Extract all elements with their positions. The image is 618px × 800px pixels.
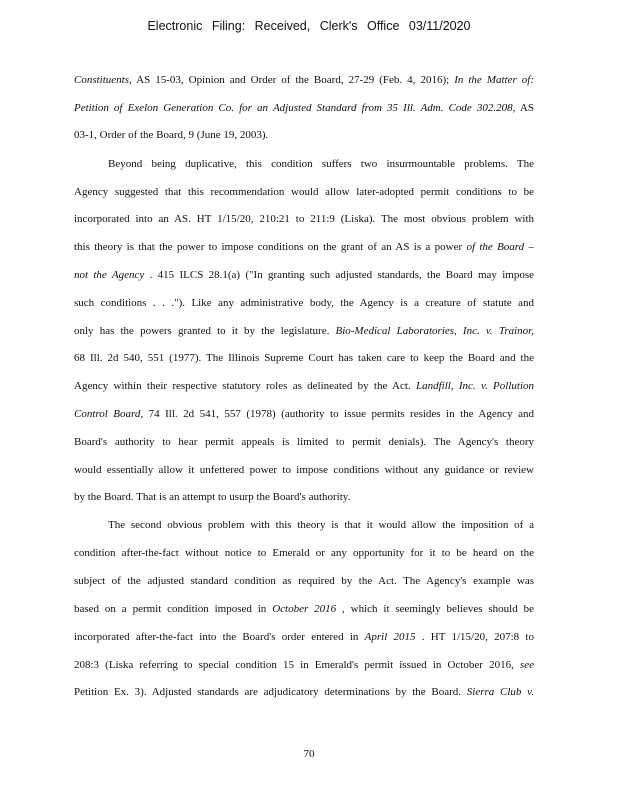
text-run: Agency suggested that this recommendation would allow later-adopted permit conditions to be	[74, 186, 534, 198]
text-run: incorporated into an AS. HT 1/15/20, 210:21 to 211:9 (Liska). The most obvious problem with	[74, 213, 534, 225]
text-run: would essentially allow it unfettered power to impose conditions without any guidance or review	[74, 464, 534, 476]
text-line	[108, 518, 534, 532]
text-run: condition after-the-fact without notice to Emerald or any opportunity for it to be heard on the	[74, 547, 534, 559]
text-line	[74, 546, 534, 560]
text-run: Agency within their respective statutory roles as delineated by the Act.	[74, 380, 416, 392]
text-run: based on a permit condition imposed in	[74, 603, 273, 615]
text-line	[74, 602, 534, 616]
text-run: 68 Ill. 2d 540, 551 (1977). The Illinois Supreme Court has taken care to keep the Board and the	[74, 352, 534, 364]
text-line	[74, 101, 534, 115]
text-line	[74, 435, 534, 449]
text-line	[74, 240, 534, 254]
text-run: 03-1, Order of the Board, 9 (June 19, 2003).	[74, 129, 269, 141]
efiling-header: Electronic Filing: Received, Clerk's Office 03/11/2020	[147, 19, 471, 33]
text-line	[108, 157, 534, 171]
text-run: this theory is that the power to impose conditions on the grant of an AS is a power	[74, 241, 467, 253]
text-line	[74, 379, 534, 393]
text-run: Petition Ex. 3). Adjusted standards are adjudicatory determinations by the Board.	[74, 686, 467, 698]
text-line	[74, 268, 534, 282]
text-run: . 415 ILCS 28.1(a) ("In granting such adjusted standards, the Board may impose	[144, 269, 534, 281]
italic-citation: Petition of Exelon Generation Co. for an Adjusted Standard from 35 Ill. Adm. Code 302.208,	[74, 102, 516, 114]
italic-citation: Landfill, Inc. v. Pollution	[415, 380, 534, 392]
italic-citation: April 2015	[364, 631, 416, 643]
text-run: incorporated after-the-fact into the Board's order entered in	[74, 631, 365, 643]
text-run: 74 Ill. 2d 541, 557 (1978) (authority to issue permits resides in the Agency and	[143, 408, 534, 420]
text-run: Board's authority to hear permit appeals is limited to permit denials). The Agency's theory	[74, 436, 534, 448]
page-number: 70	[303, 748, 315, 760]
text-line	[74, 658, 534, 672]
text-line	[74, 490, 350, 504]
text-line	[74, 574, 534, 588]
italic-citation: Bio-Medical Laboratories, Inc. v. Trainor,	[335, 325, 534, 337]
text-run: AS	[515, 102, 534, 114]
text-run: subject of the adjusted standard condition as required by the Act. The Agency's example was	[74, 575, 534, 587]
text-run: The second obvious problem with this theory is that it would allow the imposition of a	[108, 519, 534, 531]
italic-citation: not the Agency	[74, 269, 145, 281]
text-run: AS 15-03, Opinion and Order of the Board, 27-29 (Feb. 4, 2016);	[131, 74, 455, 86]
text-run: , which it seemingly believes should be	[336, 603, 534, 615]
text-run: such conditions . . ."). Like any administrative body, the Agency is a creature of statute and	[74, 297, 534, 309]
text-line	[74, 685, 534, 699]
text-line	[74, 351, 534, 365]
text-run: only has the powers granted to it by the legislature.	[74, 325, 336, 337]
italic-citation: Sierra Club v.	[466, 686, 534, 698]
text-line	[74, 630, 534, 644]
text-run: Beyond being duplicative, this condition suffers two insurmountable problems. The	[108, 158, 534, 170]
text-line	[74, 324, 534, 338]
text-line	[74, 73, 534, 87]
text-run: 208:3 (Liska referring to special condition 15 in Emerald's permit issued in October 2016,	[74, 659, 520, 671]
italic-citation: Control Board,	[74, 408, 144, 420]
text-line	[74, 128, 268, 142]
italic-citation: of the Board –	[466, 241, 534, 253]
text-line	[74, 212, 534, 226]
text-run: by the Board. That is an attempt to usurp the Board's authority.	[74, 491, 351, 503]
text-line	[74, 185, 534, 199]
italic-citation: see	[519, 659, 534, 671]
italic-citation: October 2016	[272, 603, 337, 615]
text-line	[74, 296, 534, 310]
text-line	[74, 463, 534, 477]
text-run: . HT 1/15/20, 207:8 to	[415, 631, 534, 643]
text-line	[74, 407, 534, 421]
italic-citation: In the Matter of:	[454, 74, 534, 86]
italic-citation: Constituents,	[74, 74, 132, 86]
